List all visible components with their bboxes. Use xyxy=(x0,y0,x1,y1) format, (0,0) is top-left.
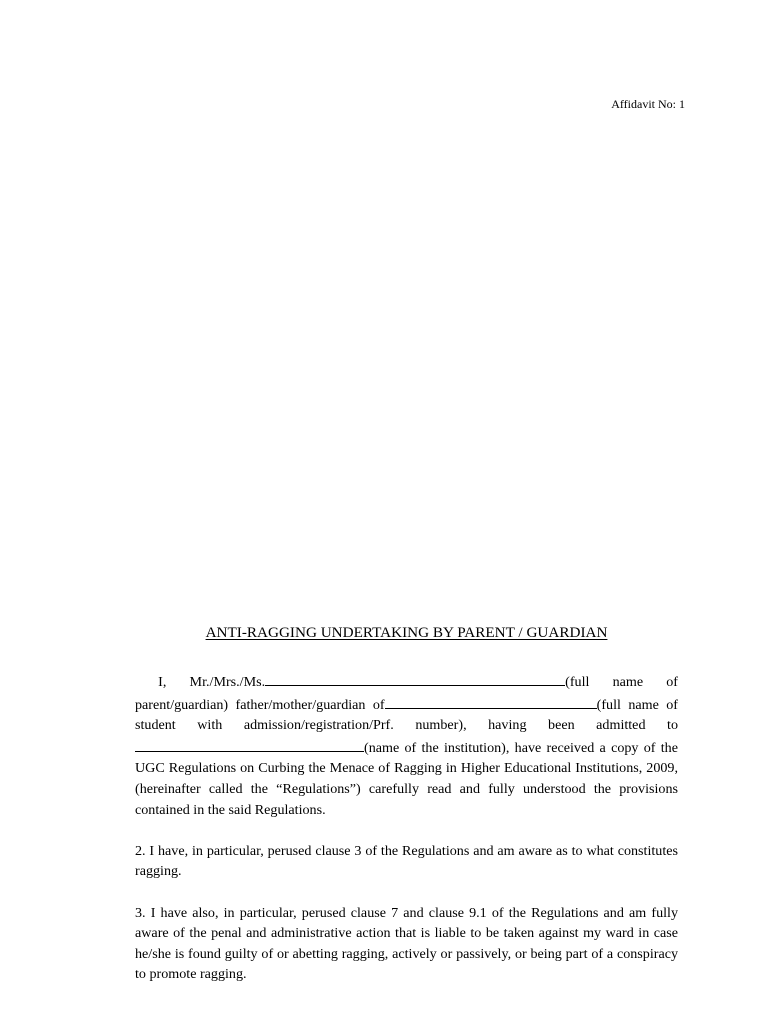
para1-rest: (name of the institution), have received a copy of the UGC Regulations on Curbing the Menace of Ragging in Higher Educational Institutions, 2009, (hereinafter called the “Regulations”) carefully read and fully understood the provisions contained in the said Regulations. xyxy=(135,739,678,818)
para1-parent-note: (full name of parent/guardian) father/mother/guardian of xyxy=(135,674,678,713)
affidavit-number: Affidavit No: 1 xyxy=(611,97,685,111)
document-title: ANTI-RAGGING UNDERTAKING BY PARENT / GUARDIAN xyxy=(205,624,608,641)
para1-student-note: (full name of student with admission/registration/Prf. number), having been admitted to xyxy=(135,696,679,734)
paragraph-1 xyxy=(135,670,678,820)
paragraph-2: 2. I have, in particular, perused clause 3 of the Regulations and am aware as to what constitutes ragging. xyxy=(135,842,678,880)
parent-name-blank xyxy=(265,670,565,686)
student-name-blank xyxy=(385,693,597,709)
para1-intro: I, Mr./Mrs./Ms. xyxy=(158,674,266,690)
paragraph-3: 3. I have also, in particular, perused clause 7 and clause 9.1 of the Regulations and am fully aware of the penal and administrative action that is liable to be taken against my ward in case he/she is found guilty of or abetting ragging, actively or passively, or being part of a conspiracy to promote ragging. xyxy=(135,904,678,983)
document-body xyxy=(135,670,678,1006)
institution-name-blank xyxy=(135,736,364,752)
